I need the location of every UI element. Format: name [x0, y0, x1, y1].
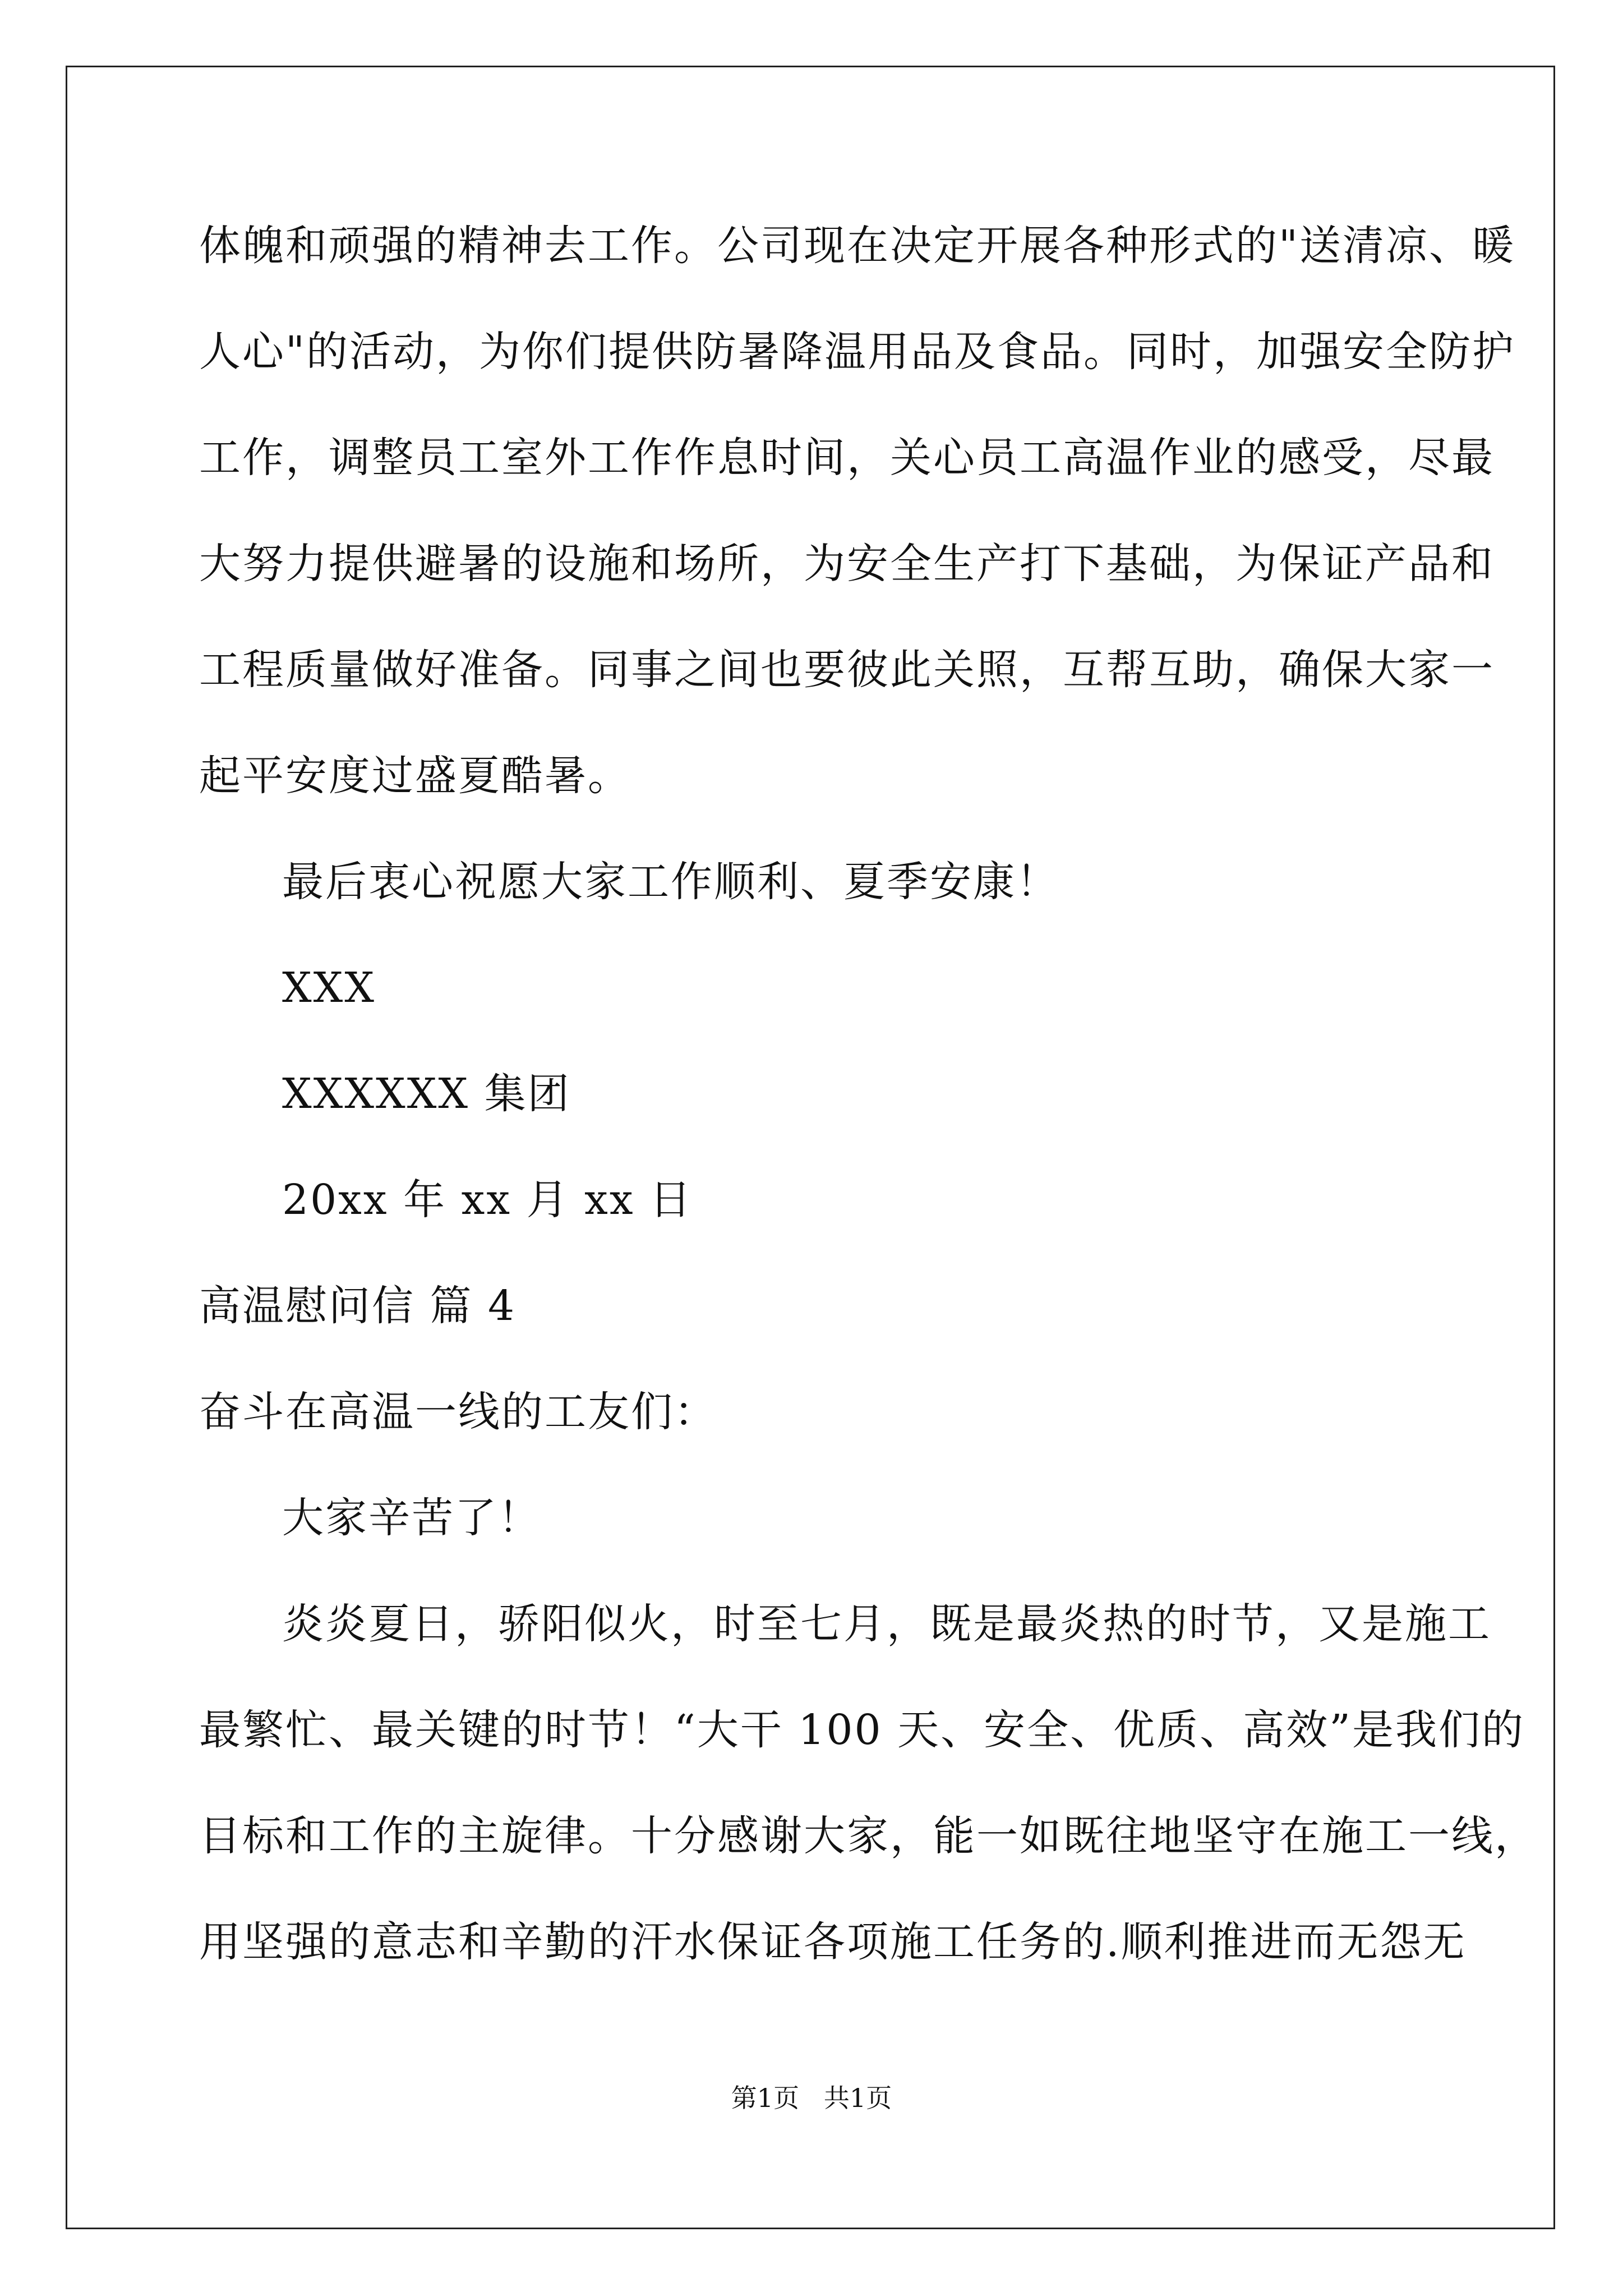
paragraph-line: 最繁忙、最关键的时节！“大干 100 天、安全、优质、高效”是我们的 [199, 1706, 1525, 1754]
signature-organization: XXXXXX 集团 [282, 1070, 571, 1118]
paragraph-line: 体魄和顽强的精神去工作。公司现在决定开展各种形式的"送清凉、暖 [199, 222, 1516, 270]
paragraph-line: 工作，调整员工室外工作作息时间，关心员工高温作业的感受，尽最 [199, 434, 1495, 482]
section-title: 高温慰问信 篇 4 [199, 1282, 517, 1330]
closing-wish: 最后衷心祝愿大家工作顺利、夏季安康！ [282, 858, 1059, 906]
signature-name: XXX [282, 964, 376, 1012]
salutation: 奋斗在高温一线的工友们： [199, 1388, 717, 1436]
paragraph-line: 目标和工作的主旋律。十分感谢大家，能一如既往地坚守在施工一线， [199, 1812, 1538, 1860]
paragraph-line: 起平安度过盛夏酷暑。 [199, 752, 631, 800]
signature-date: 20xx 年 xx 月 xx 日 [282, 1176, 693, 1224]
page-border [66, 66, 1555, 2229]
paragraph-line: 人心"的活动，为你们提供防暑降温用品及食品。同时，加强安全防护 [199, 328, 1516, 376]
paragraph-line: 炎炎夏日，骄阳似火，时至七月，既是最炎热的时节，又是施工 [282, 1600, 1491, 1648]
page-footer: 第1页 共1页 [731, 2083, 892, 2113]
greeting: 大家辛苦了！ [282, 1494, 541, 1542]
paragraph-line: 用坚强的意志和辛勤的汗水保证各项施工任务的.顺利推进而无怨无 [199, 1918, 1467, 1966]
paragraph-line: 大努力提供避暑的设施和场所，为安全生产打下基础，为保证产品和 [199, 540, 1495, 588]
paragraph-line: 工程质量做好准备。同事之间也要彼此关照，互帮互助，确保大家一 [199, 646, 1495, 694]
